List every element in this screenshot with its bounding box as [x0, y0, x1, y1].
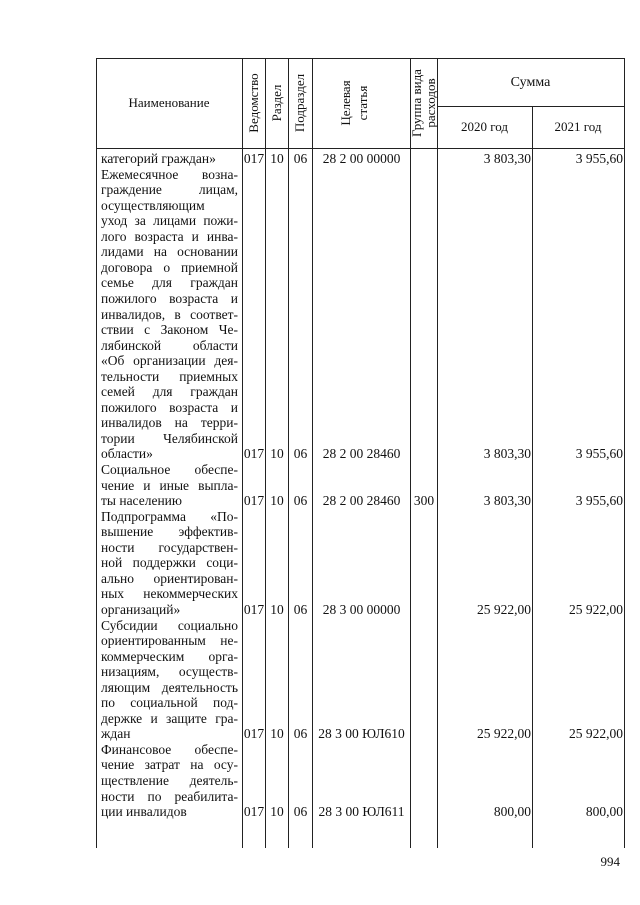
cell-razdel: 10 — [270, 151, 284, 166]
name-line: чение затрат на осу- — [101, 757, 238, 773]
name-line: тории Челябинской — [101, 430, 238, 446]
name-line: договора о приемной — [101, 259, 238, 275]
cell-podrazdel: 06 — [293, 493, 308, 509]
cell-vedomstvo: 017 — [243, 151, 265, 166]
name-line: «Об организации дея- — [101, 353, 238, 369]
cell-razdel: 10 — [270, 601, 284, 617]
cell-sum-2020: 3 803,30 — [483, 493, 531, 509]
cell-vedomstvo: 017 — [243, 493, 265, 509]
cell-celevaya: 28 2 00 00000 — [322, 151, 401, 166]
name-line: чение и иные выпла- — [101, 477, 238, 493]
name-line: лого возраста и инва- — [101, 228, 238, 244]
name-line: ствии с Законом Че- — [101, 322, 238, 338]
col-border-left — [96, 58, 97, 848]
name-line: ляющим деятельность — [101, 679, 238, 695]
cell-razdel: 10 — [270, 446, 284, 462]
cell-sum-2020: 800,00 — [493, 804, 531, 820]
name-line: коммерческим орга- — [101, 648, 238, 664]
col-border-gruppa — [410, 58, 411, 848]
cell-sum-2021: 25 922,00 — [569, 726, 623, 742]
name-line: инвалидов, в соответ- — [101, 306, 238, 322]
name-line: ции инвалидов — [101, 804, 187, 820]
cell-sum-2021: 800,00 — [585, 804, 623, 820]
cell-sum-2021: 3 955,60 — [575, 493, 623, 509]
cell-podrazdel: 06 — [293, 804, 308, 820]
cell-sum-2020: 3 803,30 — [483, 446, 531, 462]
cell-sum-2021: 25 922,00 — [569, 601, 623, 617]
col-border-right — [624, 58, 625, 848]
name-line: категорий граждан» — [101, 151, 216, 166]
cell-celevaya: 28 3 00 00000 — [322, 601, 401, 617]
name-line: ально ориентирован- — [101, 570, 238, 586]
cell-vedomstvo: 017 — [243, 601, 265, 617]
cell-razdel: 10 — [270, 804, 284, 820]
name-line: семье для граждан — [101, 275, 238, 291]
name-line: ждан — [101, 726, 131, 742]
cell-vedomstvo: 017 — [243, 446, 265, 462]
name-line: тельности приемных — [101, 368, 238, 384]
cell-podrazdel: 06 — [293, 601, 308, 617]
cell-razdel: 10 — [270, 493, 284, 509]
cell-podrazdel: 06 — [293, 446, 308, 462]
name-line: лидами на основании — [101, 244, 238, 260]
cell-gruppa: 300 — [413, 493, 435, 509]
page-number: 994 — [600, 854, 620, 869]
name-line: семей для граждан — [101, 384, 238, 400]
name-line: инвалидов на терри- — [101, 415, 238, 431]
name-line: вышение эффектив- — [101, 524, 238, 540]
header-gruppa-1: Группа вида — [409, 69, 424, 137]
name-line: Ежемесячное возна- — [101, 166, 238, 182]
name-line: осуществляющим — [101, 197, 205, 213]
name-line: Финансовое обеспе- — [101, 741, 238, 757]
header-gruppa-2: расходов — [423, 78, 438, 128]
name-line: лябинской области — [101, 337, 238, 353]
cell-sum-2021: 3 955,60 — [575, 446, 623, 462]
name-line: ориентированным не- — [101, 633, 238, 649]
name-line: по социальной под- — [101, 695, 238, 711]
header-vedomstvo: Ведомство — [246, 73, 261, 133]
name-line: ности государствен- — [101, 539, 238, 555]
cell-celevaya: 28 2 00 28460 — [322, 446, 401, 462]
name-line: организаций» — [101, 601, 181, 617]
summa-divider — [437, 106, 624, 107]
name-line: ной поддержки соци- — [101, 555, 238, 571]
header-celevaya-1: Целевая — [338, 80, 353, 126]
name-line: пожилого возраста и — [101, 399, 238, 415]
name-line: ществление деятель- — [101, 773, 238, 788]
cell-podrazdel: 06 — [293, 726, 308, 742]
name-line: Социальное обеспе- — [101, 462, 238, 477]
name-line: Подпрограмма «По- — [101, 508, 238, 524]
header-razdel: Раздел — [269, 84, 284, 122]
cell-sum-2020: 3 803,30 — [483, 151, 531, 166]
name-line: Субсидии социально — [101, 617, 238, 633]
cell-podrazdel: 06 — [293, 151, 308, 166]
cell-razdel: 10 — [270, 726, 284, 742]
name-line: ты населению — [101, 493, 182, 509]
cell-sum-2021: 3 955,60 — [575, 151, 623, 166]
header-year-2021: 2021 год — [554, 119, 602, 134]
cell-vedomstvo: 017 — [243, 726, 265, 742]
cell-sum-2020: 25 922,00 — [477, 601, 531, 617]
header-name: Наименование — [128, 95, 210, 110]
name-line: держке и защите гра- — [101, 710, 238, 726]
cell-celevaya: 28 3 00 ЮЛ611 — [318, 804, 405, 820]
name-line: низациям, осуществ- — [101, 664, 238, 680]
header-year-2020: 2020 год — [461, 119, 508, 134]
name-line: ных некоммерческих — [101, 586, 238, 602]
header-celevaya-2: статья — [355, 85, 370, 121]
name-line: уход за лицами пожи- — [101, 213, 238, 229]
cell-celevaya: 28 3 00 ЮЛ610 — [318, 726, 405, 742]
cell-sum-2020: 25 922,00 — [477, 726, 531, 742]
name-line: области» — [101, 446, 153, 462]
name-line: граждение лицам, — [101, 182, 238, 198]
name-line: пожилого возраста и — [101, 290, 238, 306]
header-podrazdel: Подраздел — [292, 73, 307, 133]
cell-vedomstvo: 017 — [243, 804, 265, 820]
name-line: ности по реабилита- — [101, 788, 238, 804]
cell-celevaya: 28 2 00 28460 — [322, 493, 401, 509]
header-summa: Сумма — [510, 75, 551, 90]
